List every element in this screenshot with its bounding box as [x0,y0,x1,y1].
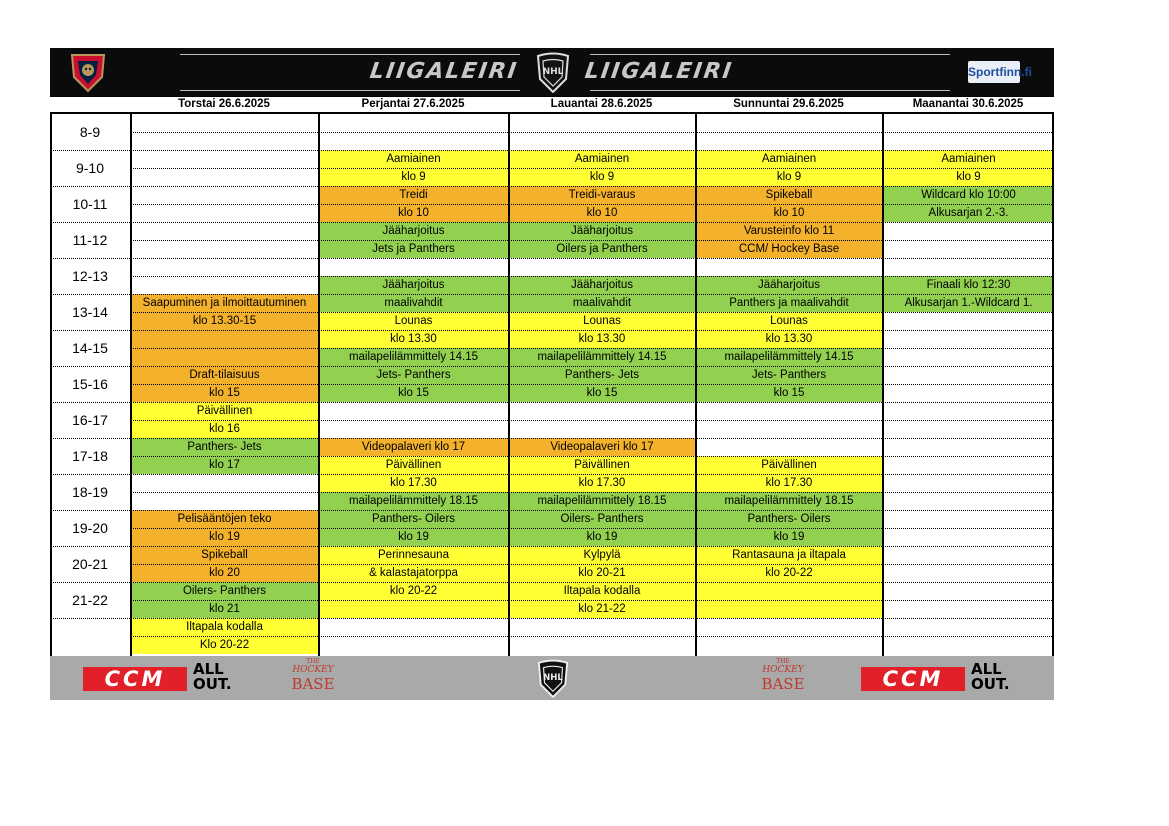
schedule-entry: mailapelilämmittely 18.15 [509,492,695,510]
schedule-entry: Panthers ja maalivahdit [696,294,882,312]
header-banner [50,48,1054,96]
hockey-base-base: BASE [291,675,335,693]
row-divider [130,276,1054,277]
schedule-entry: Päivällinen [131,402,318,420]
schedule-entry: Lounas [509,312,695,330]
hockey-base-the: THE [776,658,790,665]
schedule-entry: Lounas [319,312,508,330]
schedule-entry: Päivällinen [696,456,882,474]
schedule-entry: mailapelilämmittely 18.15 [696,492,882,510]
column-divider [318,114,320,656]
schedule-entry: mailapelilämmittely 14.15 [696,348,882,366]
schedule-entry: klo 9 [696,168,882,186]
time-slot-label: 9-10 [75,160,105,176]
florida-panthers-logo [68,51,108,93]
schedule-entry: klo 20-22 [696,564,882,582]
column-divider [50,114,52,656]
schedule-grid [50,114,1054,656]
time-slot-label: 15-16 [72,376,108,392]
row-divider [130,222,1054,223]
schedule-entry: Perinnesauna [319,546,508,564]
schedule-entry: Oilers ja Panthers [509,240,695,258]
row-divider [130,384,1054,385]
schedule-entry: Jets- Panthers [319,366,508,384]
row-divider [130,618,1054,619]
row-divider [130,240,1054,241]
schedule-entry: CCM/ Hockey Base [696,240,882,258]
schedule-entry: Alkusarjan 2.-3. [883,204,1054,222]
schedule-entry: klo 13.30 [319,330,508,348]
schedule-entry: klo 10 [319,204,508,222]
row-divider [130,492,1054,493]
allout-line2: OUT. [193,675,232,693]
day-header: Perjantai 27.6.2025 [361,98,465,110]
svg-text:NHL: NHL [543,672,563,683]
row-divider [130,564,1054,565]
schedule-entry: mailapelilämmittely 14.15 [509,348,695,366]
hockey-base-logo [288,659,338,699]
day-header: Torstai 26.6.2025 [178,98,270,110]
schedule-entry: Jets- Panthers [696,366,882,384]
time-slot-label: 8-9 [79,124,101,140]
row-divider [130,474,1054,475]
hockey-base-hockey: HOCKEY [292,665,334,675]
schedule-entry: klo 21 [131,600,318,618]
schedule-entry: klo 9 [509,168,695,186]
row-divider [130,186,1054,187]
row-divider [130,132,1054,133]
schedule-entry: klo 15 [319,384,508,402]
schedule-entry: klo 17 [131,456,318,474]
ccm-wordmark: CCM [83,667,187,691]
schedule-entry: Wildcard klo 10:00 [883,186,1054,204]
schedule-entry: Videopalaveri klo 17 [509,438,695,456]
row-divider [130,456,1054,457]
schedule-entry: Pelisääntöjen teko [131,510,318,528]
schedule-entry: Panthers- Jets [509,366,695,384]
row-divider [130,438,1054,439]
schedule-entry: Aamiainen [883,150,1054,168]
time-slot-label: 10-11 [72,196,108,212]
allout-line2: OUT. [971,675,1010,693]
brand-title-left: LIIGALEIRI [368,59,520,84]
column-divider [695,114,697,656]
day-header-row [50,96,1054,114]
schedule-entry: klo 13.30 [696,330,882,348]
row-divider [130,510,1054,511]
schedule-entry: Kylpylä [509,546,695,564]
row-divider [130,258,1054,259]
allout-line1: ALL [193,660,224,678]
row-divider [130,330,1054,331]
schedule-entry: Aamiainen [509,150,695,168]
sponsor-footer [50,656,1054,700]
schedule-entry: klo 15 [696,384,882,402]
column-divider [1052,114,1054,656]
schedule-entry: klo 19 [696,528,882,546]
schedule-entry: Panthers- Oilers [696,510,882,528]
schedule-entry: Panthers- Oilers [319,510,508,528]
allout-line1: ALL [971,660,1002,678]
schedule-entry: klo 9 [883,168,1054,186]
column-divider [882,114,884,656]
schedule-entry: Panthers- Jets [131,438,318,456]
time-slot-label [50,618,130,654]
schedule-entry: klo 17.30 [696,474,882,492]
schedule-entry: Spikeball [131,546,318,564]
day-header: Maanantai 30.6.2025 [912,98,1024,110]
schedule-entry: Aamiainen [696,150,882,168]
time-slot-label: 13-14 [72,304,108,320]
schedule-entry: klo 19 [131,528,318,546]
schedule-entry: klo 19 [509,528,695,546]
schedule-entry: Päivällinen [509,456,695,474]
row-divider [130,528,1054,529]
row-divider [130,582,1054,583]
schedule-entry: Jääharjoitus [319,276,508,294]
schedule-entry: Videopalaveri klo 17 [319,438,508,456]
schedule-entry: klo 9 [319,168,508,186]
schedule-entry [319,600,508,618]
row-divider [130,204,1054,205]
sponsor-logo: Sportfinn.fi [968,61,1020,83]
schedule-entry: klo 10 [696,204,882,222]
schedule-entry: Aamiainen [319,150,508,168]
row-divider [130,294,1054,295]
hockey-base-hockey: HOCKEY [762,665,804,675]
schedule-entry: Oilers- Panthers [509,510,695,528]
schedule-entry: klo 19 [319,528,508,546]
schedule-entry: klo 10 [509,204,695,222]
schedule-entry: Oilers- Panthers [131,582,318,600]
schedule-entry: Klo 20-22 [131,636,318,654]
schedule-entry: Spikeball [696,186,882,204]
ccm-wordmark: CCM [861,667,965,691]
schedule-entry: klo 16 [131,420,318,438]
svg-text:NHL: NHL [542,67,564,77]
schedule-entry: Jääharjoitus [509,276,695,294]
time-slot-label: 17-18 [72,448,108,464]
row-divider [130,636,1054,637]
time-slot-label: 19-20 [72,520,108,536]
row-divider [130,546,1054,547]
row-divider [130,312,1054,313]
row-divider [130,348,1054,349]
nhl-shield-logo [535,51,571,93]
row-divider [130,168,1054,169]
hockey-base-the: THE [306,658,320,665]
schedule-entry: klo 17.30 [509,474,695,492]
schedule-entry: mailapelilämmittely 14.15 [319,348,508,366]
schedule-entry: Saapuminen ja ilmoittautuminen [131,294,318,312]
schedule-entry: klo 15 [509,384,695,402]
schedule-entry: klo 17.30 [319,474,508,492]
schedule-entry: Jääharjoitus [319,222,508,240]
schedule-entry: klo 20 [131,564,318,582]
time-slot-label: 20-21 [72,556,108,572]
schedule-entry: Draft-tilaisuus [131,366,318,384]
schedule-entry: Iltapala kodalla [131,618,318,636]
time-slot-label: 14-15 [72,340,108,356]
schedule-entry: Jets ja Panthers [319,240,508,258]
schedule-entry: klo 15 [131,384,318,402]
day-header: Lauantai 28.6.2025 [550,98,653,110]
row-divider [130,366,1054,367]
day-header: Sunnuntai 29.6.2025 [733,98,844,110]
schedule-entry: Varusteinfo klo 11 [696,222,882,240]
schedule-entry: klo 13.30-15 [131,312,318,330]
time-slot-label: 18-19 [72,484,108,500]
schedule-entry: Jääharjoitus [696,276,882,294]
schedule-entry: klo 13.30 [509,330,695,348]
column-divider [508,114,510,656]
schedule-entry: Alkusarjan 1.-Wildcard 1. [883,294,1054,312]
time-slot-label: 21-22 [72,592,108,608]
schedule-entry: Jääharjoitus [509,222,695,240]
nhl-shield-logo [536,658,570,698]
row-divider [130,600,1054,601]
schedule-entry: Treidi-varaus [509,186,695,204]
schedule-entry: mailapelilämmittely 18.15 [319,492,508,510]
schedule-entry: Päivällinen [319,456,508,474]
row-divider [130,402,1054,403]
column-divider [130,114,132,656]
row-divider [130,420,1054,421]
hockey-base-logo [758,659,808,699]
schedule-entry: maalivahdit [509,294,695,312]
schedule-entry: maalivahdit [319,294,508,312]
schedule-entry: klo 21-22 [509,600,695,618]
schedule-entry: klo 20-22 [319,582,508,600]
brand-title-right: LIIGALEIRI [583,59,735,84]
schedule-entry: & kalastajatorppa [319,564,508,582]
schedule-entry: klo 20-21 [509,564,695,582]
schedule-entry: Iltapala kodalla [509,582,695,600]
schedule-entry: Finaali klo 12:30 [883,276,1054,294]
row-divider [130,150,1054,151]
time-slot-label: 11-12 [72,232,108,248]
hockey-base-base: BASE [761,675,805,693]
schedule-entry: Rantasauna ja iltapala [696,546,882,564]
time-slot-label: 12-13 [72,268,108,284]
time-slot-label: 16-17 [72,412,108,428]
schedule-entry: Treidi [319,186,508,204]
schedule-entry: Lounas [696,312,882,330]
